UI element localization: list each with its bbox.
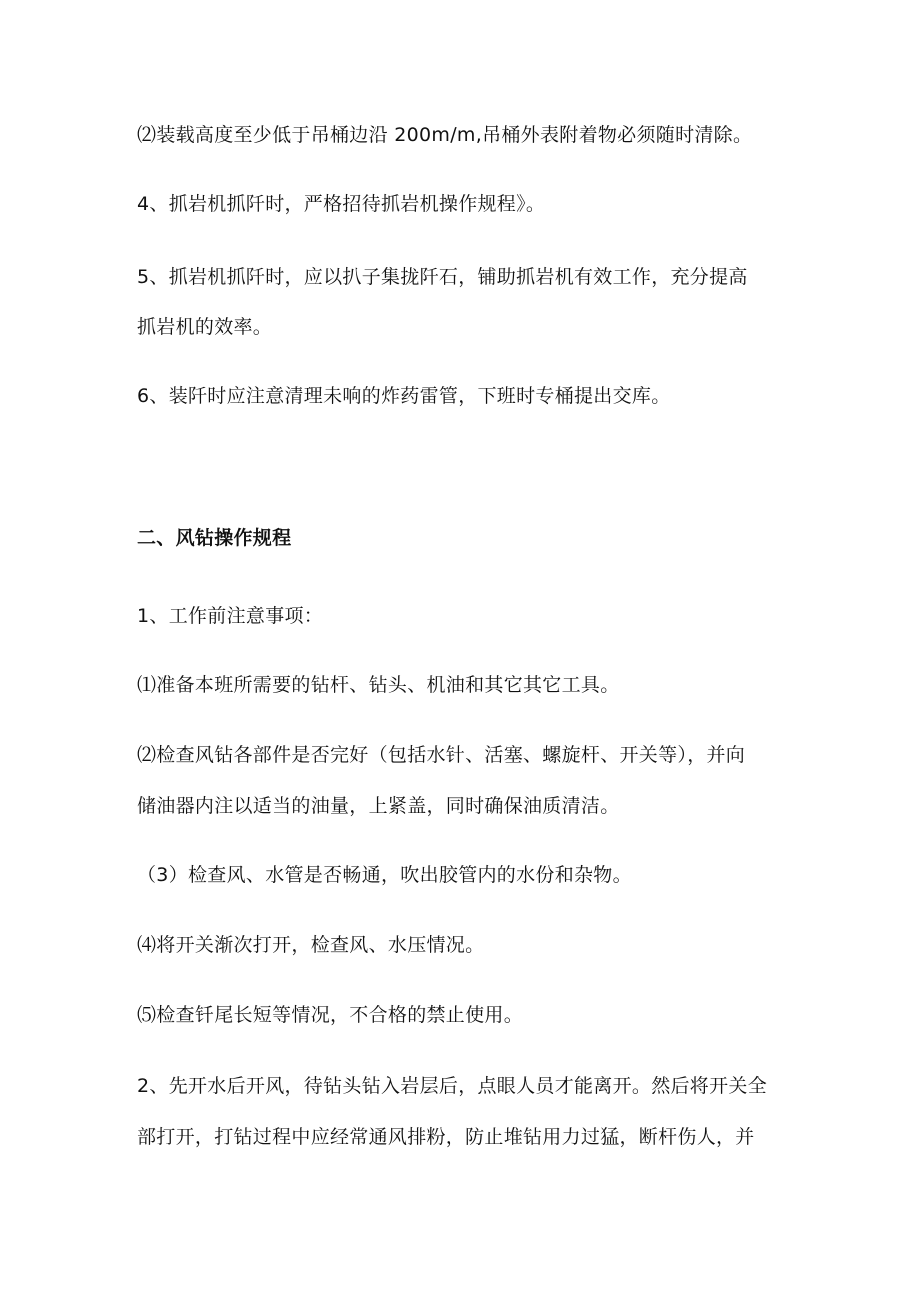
paragraph-item-5-line-1: 5、抓岩机抓阡时，应以扒子集拢阡石，铺助抓岩机有效工作，充分提高 [137, 266, 748, 288]
paragraph-item-6: 6、装阡时应注意清理未响的炸药雷管，下班时专桶提出交库。 [137, 385, 671, 407]
paragraph-subitem-5: ⑸检查钎尾长短等情况，不合格的禁止使用。 [137, 1004, 524, 1026]
paragraph-loading-height: ⑵装载高度至少低于吊桶边沿 200m∕m,吊桶外表附着物必须随时清除。 [137, 124, 753, 146]
paragraph-subitem-1: ⑴准备本班所需要的钻杆、钻头、机油和其它其它工具。 [137, 674, 620, 696]
paragraph-subitem-2-line-1: ⑵检查风钻各部件是否完好（包括水针、活塞、螺旋杆、开关等），并向 [137, 744, 746, 766]
paragraph-item-5-line-2: 抓岩机的效率。 [137, 316, 273, 338]
section-heading: 二、风钻操作规程 [137, 527, 292, 549]
paragraph-item-2-line-1: 2、先开水后开风，待钻头钻入岩层后，点眼人员才能离开。然后将开关全 [137, 1075, 767, 1097]
paragraph-subitem-4: ⑷将开关渐次打开，检查风、水压情况。 [137, 934, 485, 956]
paragraph-item-2-line-2: 部打开，打钻过程中应经常通风排粉，防止堆钻用力过猛，断杆伤人，并 [137, 1126, 755, 1148]
paragraph-subitem-2-line-2: 储油器内注以适当的油量，上紧盖，同时确保油质清洁。 [137, 795, 620, 817]
paragraph-subitem-3: （3）检查风、水管是否畅通，吹出胶管内的水份和杂物。 [137, 864, 632, 886]
paragraph-item-4: 4、抓岩机抓阡时，严格招待抓岩机操作规程》。 [137, 193, 546, 215]
paragraph-item-1: 1、工作前注意事项： [137, 605, 324, 627]
